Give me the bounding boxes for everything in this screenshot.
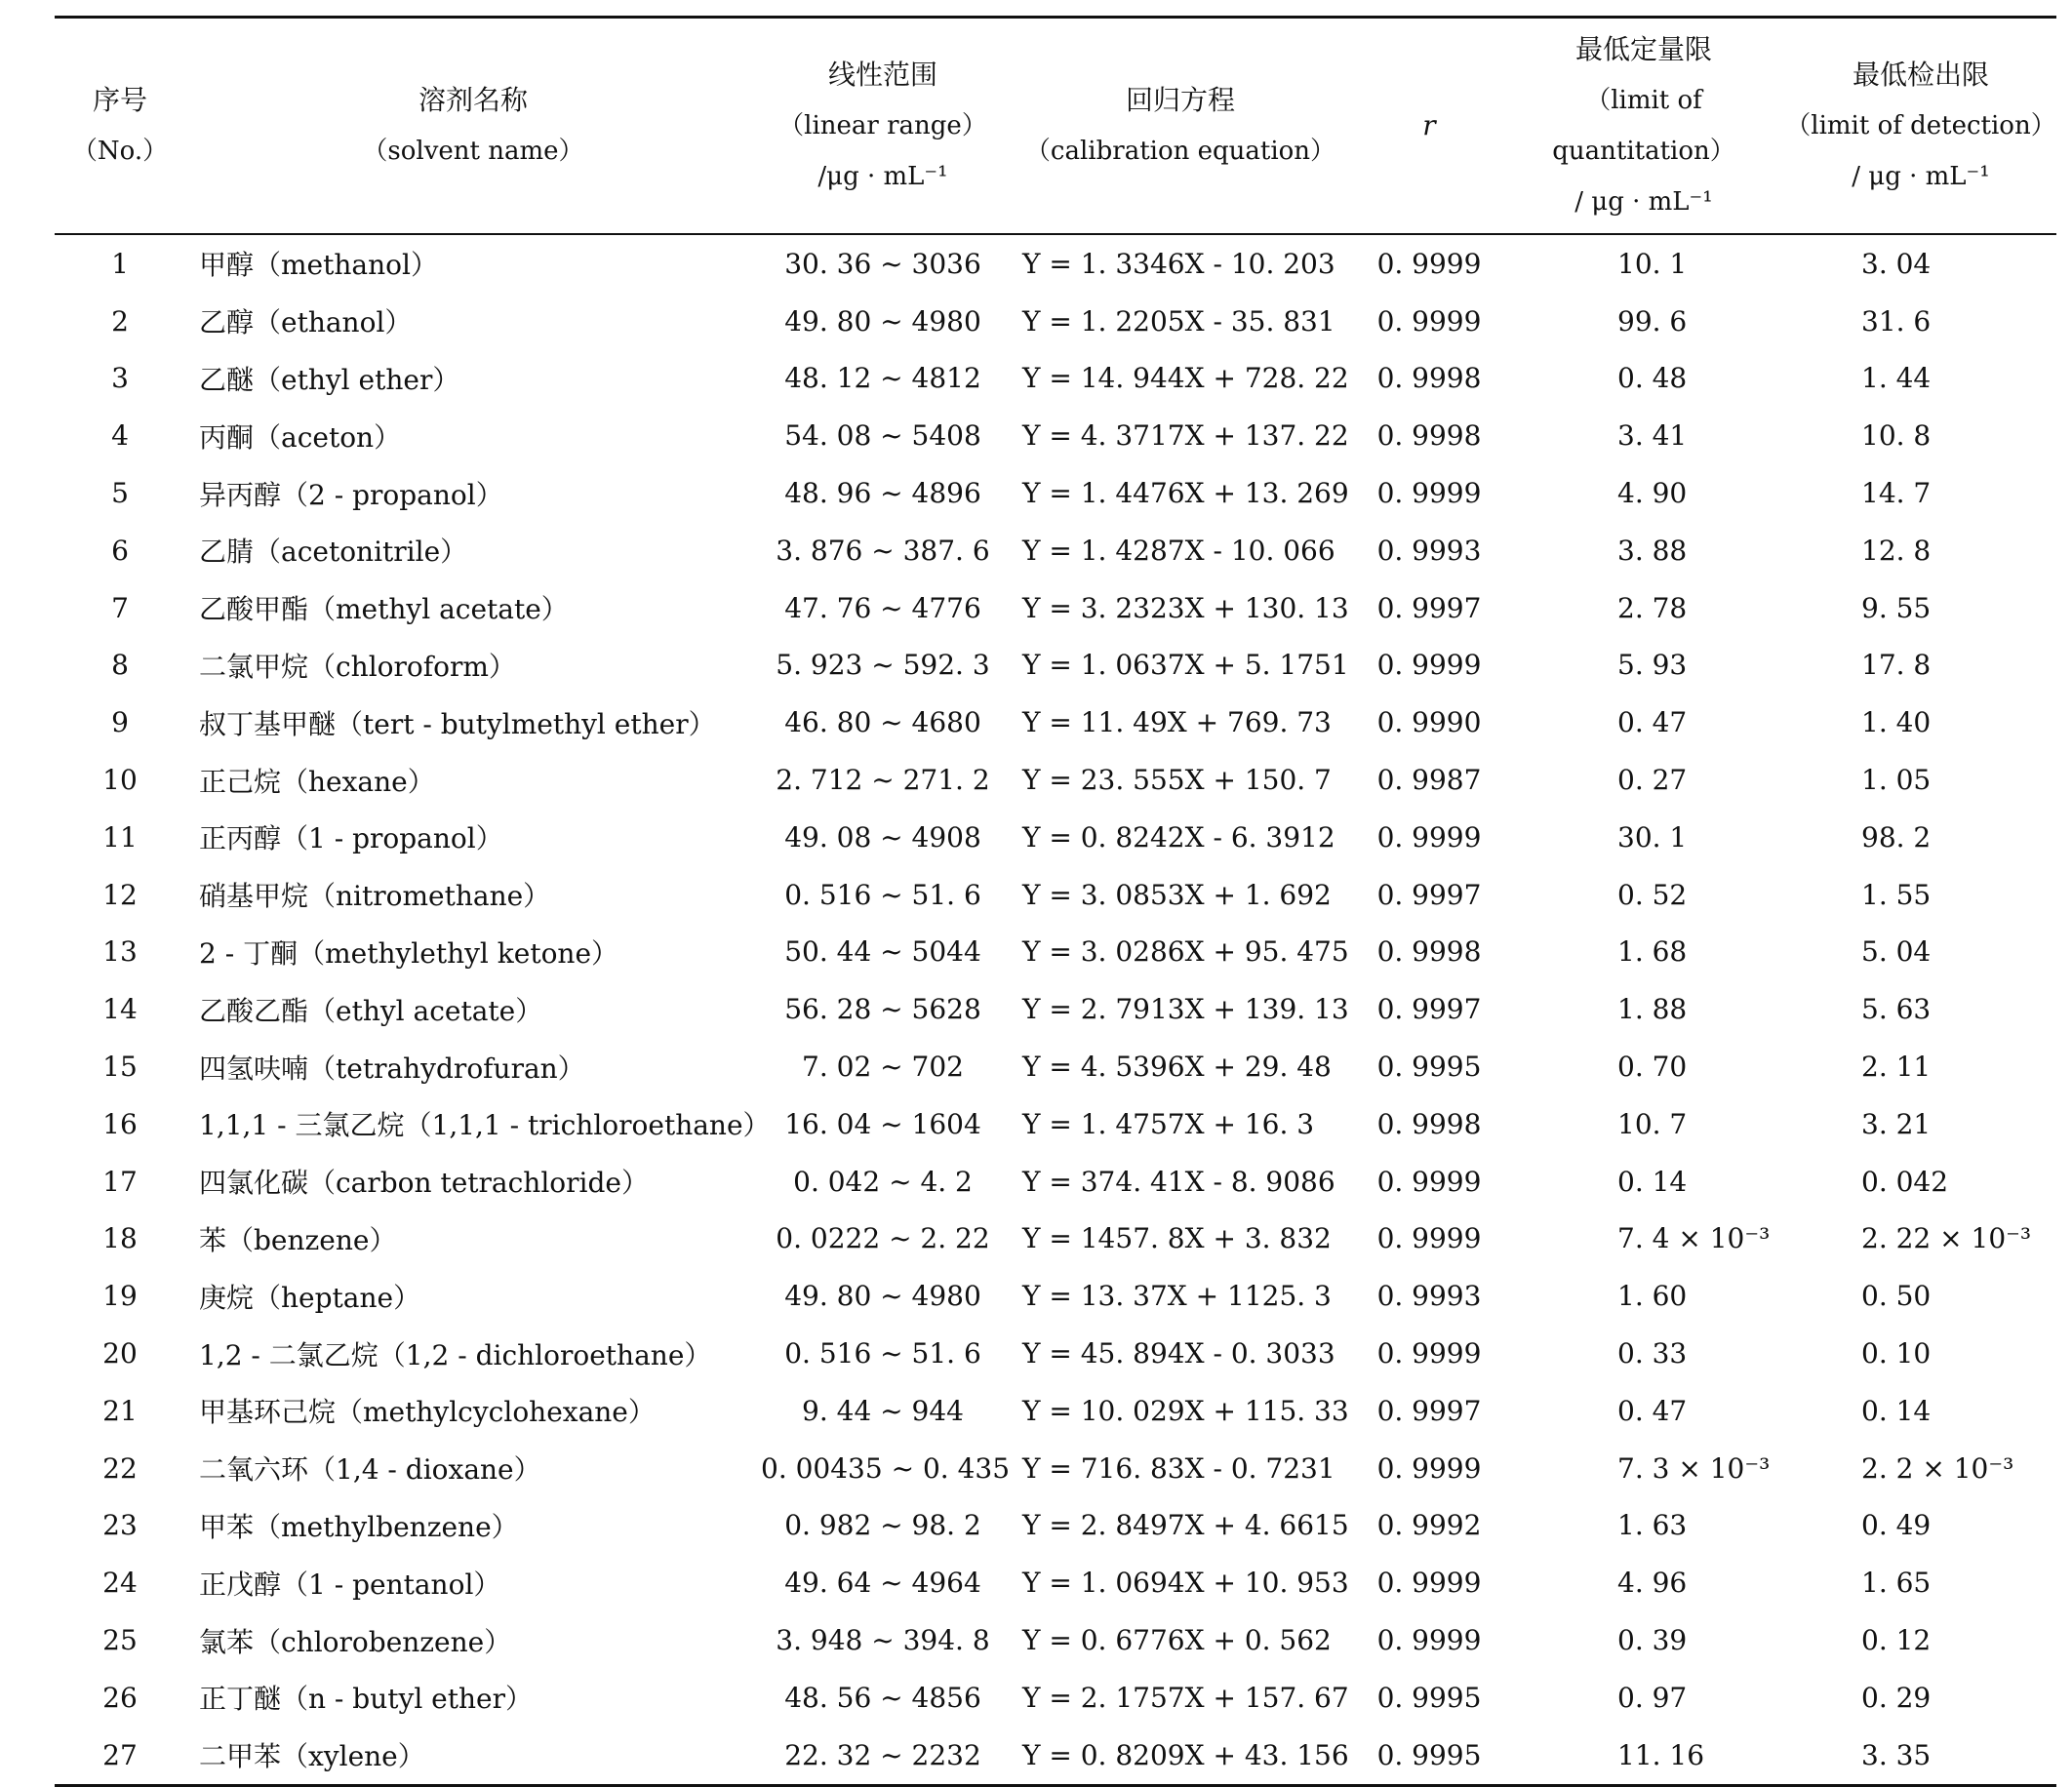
cell-no: 27 xyxy=(55,1727,185,1785)
cell-r-value: 0. 9999 xyxy=(1376,1624,1482,1657)
cell-lod: 17. 8 xyxy=(1861,649,1932,682)
cell-no: 25 xyxy=(102,1624,138,1657)
cell-loq: 3. 41 xyxy=(1617,419,1688,453)
cell-loq: 4. 96 xyxy=(1617,1567,1688,1600)
cell-no: 22 xyxy=(102,1451,138,1485)
cell-lod: 5. 04 xyxy=(1861,935,1932,969)
cell-calibration-equation: Y = 14. 944X + 728. 22 xyxy=(1022,362,1349,395)
cell-calibration-equation: Y = 1. 4757X + 16. 3 xyxy=(1022,1107,1315,1140)
table-row xyxy=(55,1669,2056,1727)
cell-calibration-equation: Y = 1. 0637X + 5. 1751 xyxy=(1022,649,1349,682)
table-row xyxy=(55,1727,2056,1785)
cell-no: 24 xyxy=(102,1567,138,1600)
cell-linear-range: 7. 02 ~ 702 xyxy=(802,1051,964,1084)
cell-no: 12 xyxy=(102,878,138,911)
cell-no: 20 xyxy=(102,1337,138,1370)
cell-solvent-name: 二氧六环（1,4 - dioxane） xyxy=(199,1453,541,1487)
cell-r-value: 0. 9995 xyxy=(1376,1681,1482,1714)
cell-r-value: 0. 9995 xyxy=(1356,1727,1502,1785)
cell-r-value: 0. 9999 xyxy=(1376,1337,1482,1370)
table-row xyxy=(55,980,2056,1038)
cell-linear-range: 50. 44 ~ 5044 xyxy=(784,935,981,969)
cell-calibration-equation: Y = 2. 7913X + 139. 13 xyxy=(1022,993,1349,1026)
cell-lod: 0. 14 xyxy=(1861,1394,1932,1427)
cell-calibration-equation: Y = 1. 0694X + 10. 953 xyxy=(1022,1567,1349,1600)
table-row xyxy=(55,464,2056,522)
header-loq-unit: / μg · mL⁻¹ xyxy=(1574,187,1713,217)
cell-no: 3 xyxy=(111,362,129,395)
cell-calibration-equation: Y = 3. 0853X + 1. 692 xyxy=(1022,878,1332,911)
cell-calibration-equation: Y = 1. 2205X - 35. 831 xyxy=(1022,304,1335,338)
cell-no: 18 xyxy=(102,1222,138,1255)
cell-linear-range: 0. 0222 ~ 2. 22 xyxy=(776,1222,990,1255)
table-row xyxy=(55,1440,2056,1497)
cell-linear-range: 49. 80 ~ 4980 xyxy=(784,1280,981,1313)
table-row xyxy=(55,924,2056,981)
cell-loq: 0. 47 xyxy=(1617,1394,1688,1427)
cell-calibration-equation: Y = 4. 5396X + 29. 48 xyxy=(1022,1051,1332,1084)
cell-loq: 0. 27 xyxy=(1617,764,1688,797)
header-no xyxy=(55,18,185,235)
cell-solvent-name: 正丙醇（1 - propanol） xyxy=(199,822,503,855)
table-row xyxy=(55,1267,2056,1325)
cell-linear-range: 0. 516 ~ 51. 6 xyxy=(784,1337,981,1370)
cell-solvent-name: 苯（benzene） xyxy=(199,1223,397,1256)
header-no-en: （No.） xyxy=(71,137,169,166)
cell-calibration-equation: Y = 23. 555X + 150. 7 xyxy=(1022,764,1332,797)
cell-r-value: 0. 9993 xyxy=(1376,534,1482,567)
cell-lod: 1. 44 xyxy=(1861,362,1932,395)
cell-solvent-name: 乙醇（ethanol） xyxy=(199,306,413,339)
header-lod-zh: 最低检出限 xyxy=(1852,59,1989,91)
cell-solvent-name: 2 - 丁酮（methylethyl ketone） xyxy=(199,936,619,970)
cell-linear-range: 47. 76 ~ 4776 xyxy=(784,591,981,624)
cell-solvent-name: 正丁醚（n - butyl ether） xyxy=(199,1683,533,1716)
header-equation-en: （calibration equation） xyxy=(1024,137,1336,166)
table-container xyxy=(55,16,2056,1787)
cell-no: 11 xyxy=(102,820,138,854)
cell-loq: 4. 90 xyxy=(1617,477,1688,510)
cell-lod: 9. 55 xyxy=(1861,591,1932,624)
header-r-label: r xyxy=(1422,109,1436,141)
table-row xyxy=(55,407,2056,464)
cell-r-value: 0. 9995 xyxy=(1376,1051,1482,1084)
cell-loq: 7. 3 × 10⁻³ xyxy=(1617,1451,1771,1485)
cell-solvent-name: 二甲苯（xylene） xyxy=(185,1727,761,1785)
table-row xyxy=(55,866,2056,924)
cell-r-value: 0. 9997 xyxy=(1376,878,1482,911)
cell-no: 6 xyxy=(111,534,129,567)
cell-calibration-equation: Y = 13. 37X + 1125. 3 xyxy=(1022,1280,1332,1313)
cell-no: 1 xyxy=(111,247,129,280)
table-row xyxy=(55,579,2056,637)
table-row xyxy=(55,751,2056,809)
cell-linear-range: 3. 876 ~ 387. 6 xyxy=(776,534,990,567)
cell-solvent-name: 正己烷（hexane） xyxy=(199,765,435,798)
cell-no: 23 xyxy=(102,1509,138,1542)
cell-loq: 1. 88 xyxy=(1617,993,1688,1026)
cell-loq: 0. 97 xyxy=(1617,1681,1688,1714)
cell-no: 10 xyxy=(102,764,138,797)
cell-calibration-equation: Y = 1457. 8X + 3. 832 xyxy=(1022,1222,1332,1255)
cell-calibration-equation: Y = 10. 029X + 115. 33 xyxy=(1022,1394,1349,1427)
cell-calibration-equation: Y = 2. 8497X + 4. 6615 xyxy=(1022,1509,1349,1542)
header-lod-unit: / μg · mL⁻¹ xyxy=(1852,162,1990,191)
cell-calibration-equation: Y = 11. 49X + 769. 73 xyxy=(1022,706,1332,739)
table-row xyxy=(55,1611,2056,1669)
cell-r-value: 0. 9999 xyxy=(1376,477,1482,510)
cell-linear-range: 48. 12 ~ 4812 xyxy=(784,362,981,395)
cell-no: 26 xyxy=(102,1681,138,1714)
cell-solvent-name: 丙酮（aceton） xyxy=(199,420,402,454)
cell-calibration-equation: Y = 1. 3346X - 10. 203 xyxy=(1022,247,1335,280)
cell-lod: 2. 22 × 10⁻³ xyxy=(1861,1222,2032,1255)
cell-linear-range: 0. 042 ~ 4. 2 xyxy=(793,1165,973,1198)
header-solvent-zh: 溶剂名称 xyxy=(418,84,528,116)
cell-lod: 12. 8 xyxy=(1861,534,1932,567)
header-loq-en: （limit of quantitation） xyxy=(1552,86,1735,166)
cell-solvent-name: 氯苯（chlorobenzene） xyxy=(199,1625,512,1658)
cell-lod: 3. 35 xyxy=(1785,1727,2056,1785)
header-lod xyxy=(1785,18,2056,235)
table-row xyxy=(55,637,2056,695)
cell-lod: 0. 29 xyxy=(1861,1681,1932,1714)
cell-loq: 1. 60 xyxy=(1617,1280,1688,1313)
cell-no: 5 xyxy=(111,477,129,510)
cell-loq: 10. 1 xyxy=(1617,247,1688,280)
cell-loq: 0. 39 xyxy=(1617,1624,1688,1657)
cell-linear-range: 9. 44 ~ 944 xyxy=(802,1394,964,1427)
table-body xyxy=(55,234,2056,1785)
cell-no: 9 xyxy=(111,706,129,739)
header-no-zh: 序号 xyxy=(92,84,147,116)
cell-lod: 1. 40 xyxy=(1861,706,1932,739)
cell-solvent-name: 甲基环己烷（methylcyclohexane） xyxy=(199,1396,656,1429)
cell-lod: 0. 10 xyxy=(1861,1337,1932,1370)
header-solvent-en: （solvent name） xyxy=(362,137,584,166)
cell-r-value: 0. 9998 xyxy=(1376,419,1482,453)
cell-r-value: 0. 9999 xyxy=(1376,1222,1482,1255)
cell-lod: 2. 11 xyxy=(1861,1051,1932,1084)
cell-r-value: 0. 9999 xyxy=(1376,247,1482,280)
header-solvent xyxy=(185,18,761,235)
cell-solvent-name: 乙醚（ethyl ether） xyxy=(199,363,460,396)
cell-lod: 3. 21 xyxy=(1861,1107,1932,1140)
table-row xyxy=(55,234,2056,293)
cell-loq: 10. 7 xyxy=(1617,1107,1688,1140)
cell-solvent-name: 叔丁基甲醚（tert - butylmethyl ether） xyxy=(199,707,716,740)
cell-r-value: 0. 9998 xyxy=(1376,1107,1482,1140)
cell-calibration-equation: Y = 4. 3717X + 137. 22 xyxy=(1022,419,1349,453)
cell-no: 7 xyxy=(111,591,129,624)
header-range-en: （linear range） xyxy=(778,111,987,140)
cell-linear-range: 48. 96 ~ 4896 xyxy=(784,477,981,510)
cell-solvent-name: 异丙醇（2 - propanol） xyxy=(199,478,503,511)
cell-calibration-equation: Y = 3. 2323X + 130. 13 xyxy=(1022,591,1349,624)
cell-no: 19 xyxy=(102,1280,138,1313)
cell-loq: 0. 70 xyxy=(1617,1051,1688,1084)
header-equation xyxy=(1005,18,1356,235)
table-row xyxy=(55,1038,2056,1095)
cell-lod: 5. 63 xyxy=(1861,993,1932,1026)
table-row xyxy=(55,522,2056,579)
table-row xyxy=(55,1554,2056,1611)
table-row xyxy=(55,350,2056,408)
cell-lod: 1. 55 xyxy=(1861,878,1932,911)
cell-linear-range: 2. 712 ~ 271. 2 xyxy=(776,764,990,797)
table-row xyxy=(55,1211,2056,1268)
cell-loq: 0. 47 xyxy=(1617,706,1688,739)
cell-r-value: 0. 9997 xyxy=(1376,993,1482,1026)
cell-loq: 3. 88 xyxy=(1617,534,1688,567)
cell-linear-range: 0. 516 ~ 51. 6 xyxy=(784,878,981,911)
table-row xyxy=(55,1095,2056,1153)
cell-r-value: 0. 9999 xyxy=(1376,649,1482,682)
cell-loq: 2. 78 xyxy=(1617,591,1688,624)
cell-lod: 0. 12 xyxy=(1861,1624,1932,1657)
cell-loq: 0. 33 xyxy=(1617,1337,1688,1370)
cell-solvent-name: 二氯甲烷（chloroform） xyxy=(199,650,516,683)
cell-r-value: 0. 9987 xyxy=(1376,764,1482,797)
cell-linear-range: 48. 56 ~ 4856 xyxy=(784,1681,981,1714)
cell-loq: 1. 63 xyxy=(1617,1509,1688,1542)
cell-solvent-name: 乙酸甲酯（methyl acetate） xyxy=(199,593,569,626)
cell-no: 17 xyxy=(102,1165,138,1198)
cell-linear-range: 49. 80 ~ 4980 xyxy=(784,304,981,338)
cell-no: 14 xyxy=(102,993,138,1026)
cell-r-value: 0. 9999 xyxy=(1376,1451,1482,1485)
cell-calibration-equation: Y = 2. 1757X + 157. 67 xyxy=(1022,1681,1349,1714)
cell-r-value: 0. 9997 xyxy=(1376,591,1482,624)
cell-linear-range: 30. 36 ~ 3036 xyxy=(784,247,981,280)
cell-calibration-equation: Y = 0. 8242X - 6. 3912 xyxy=(1022,820,1335,854)
table-row xyxy=(55,694,2056,751)
cell-loq: 7. 4 × 10⁻³ xyxy=(1617,1222,1771,1255)
cell-lod: 1. 65 xyxy=(1861,1567,1932,1600)
header-lod-en: （limit of detection） xyxy=(1785,111,2056,140)
cell-lod: 3. 04 xyxy=(1861,247,1932,280)
cell-solvent-name: 四氢呋喃（tetrahydrofuran） xyxy=(199,1052,585,1085)
cell-solvent-name: 1,1,1 - 三氯乙烷（1,1,1 - trichloroethane） xyxy=(199,1109,771,1142)
cell-no: 4 xyxy=(111,419,129,453)
header-loq xyxy=(1502,18,1785,235)
cell-r-value: 0. 9999 xyxy=(1376,1567,1482,1600)
header-loq-zh: 最低定量限 xyxy=(1574,33,1712,65)
cell-loq: 5. 93 xyxy=(1617,649,1688,682)
table-row xyxy=(55,1382,2056,1440)
cell-solvent-name: 硝基甲烷（nitromethane） xyxy=(199,880,551,913)
header-range xyxy=(761,18,1005,235)
cell-linear-range: 49. 64 ~ 4964 xyxy=(784,1567,981,1600)
cell-r-value: 0. 9999 xyxy=(1376,304,1482,338)
cell-solvent-name: 正戊醇（1 - pentanol） xyxy=(199,1568,501,1601)
cell-calibration-equation: Y = 374. 41X - 8. 9086 xyxy=(1022,1165,1335,1198)
cell-no: 2 xyxy=(111,304,129,338)
table-row xyxy=(55,809,2056,866)
cell-loq: 0. 48 xyxy=(1617,362,1688,395)
table-row xyxy=(55,1497,2056,1555)
cell-linear-range: 22. 32 ~ 2232 xyxy=(761,1727,1005,1785)
cell-r-value: 0. 9997 xyxy=(1376,1394,1482,1427)
header-r xyxy=(1356,18,1502,235)
cell-solvent-name: 甲醇（methanol） xyxy=(199,249,438,282)
cell-r-value: 0. 9998 xyxy=(1376,935,1482,969)
cell-lod: 14. 7 xyxy=(1861,477,1932,510)
cell-lod: 10. 8 xyxy=(1861,419,1932,453)
cell-no: 16 xyxy=(102,1107,138,1140)
cell-r-value: 0. 9992 xyxy=(1376,1509,1482,1542)
cell-calibration-equation: Y = 1. 4287X - 10. 066 xyxy=(1022,534,1335,567)
cell-lod: 1. 05 xyxy=(1861,764,1932,797)
cell-calibration-equation: Y = 3. 0286X + 95. 475 xyxy=(1022,935,1349,969)
cell-loq: 11. 16 xyxy=(1502,1727,1785,1785)
cell-solvent-name: 1,2 - 二氯乙烷（1,2 - dichloroethane） xyxy=(199,1338,712,1371)
cell-no: 8 xyxy=(111,649,129,682)
cell-r-value: 0. 9990 xyxy=(1376,706,1482,739)
cell-loq: 1. 68 xyxy=(1617,935,1688,969)
cell-linear-range: 0. 982 ~ 98. 2 xyxy=(784,1509,981,1542)
cell-lod: 0. 49 xyxy=(1861,1509,1932,1542)
cell-linear-range: 46. 80 ~ 4680 xyxy=(784,706,981,739)
cell-loq: 99. 6 xyxy=(1617,304,1688,338)
header-range-unit: /μg · mL⁻¹ xyxy=(817,162,948,191)
cell-loq: 0. 14 xyxy=(1617,1165,1688,1198)
cell-solvent-name: 庚烷（heptane） xyxy=(199,1281,421,1314)
table-row xyxy=(55,1153,2056,1211)
cell-calibration-equation: Y = 45. 894X - 0. 3033 xyxy=(1022,1337,1335,1370)
cell-calibration-equation: Y = 0. 8209X + 43. 156 xyxy=(1005,1727,1356,1785)
cell-lod: 98. 2 xyxy=(1861,820,1932,854)
cell-linear-range: 0. 00435 ~ 0. 435 xyxy=(761,1451,1011,1485)
table-row xyxy=(55,1325,2056,1382)
cell-solvent-name: 乙酸乙酯（ethyl acetate） xyxy=(199,994,543,1027)
cell-loq: 0. 52 xyxy=(1617,878,1688,911)
cell-solvent-name: 乙腈（acetonitrile） xyxy=(199,536,468,569)
cell-no: 13 xyxy=(102,935,138,969)
cell-lod: 31. 6 xyxy=(1861,304,1932,338)
cell-solvent-name: 甲苯（methylbenzene） xyxy=(199,1510,519,1543)
cell-no: 15 xyxy=(102,1051,138,1084)
solvent-calibration-table xyxy=(55,16,2056,1787)
header-equation-zh: 回归方程 xyxy=(1125,84,1235,116)
cell-linear-range: 49. 08 ~ 4908 xyxy=(784,820,981,854)
cell-linear-range: 3. 948 ~ 394. 8 xyxy=(776,1624,990,1657)
cell-calibration-equation: Y = 1. 4476X + 13. 269 xyxy=(1022,477,1349,510)
cell-lod: 0. 042 xyxy=(1861,1165,1949,1198)
cell-r-value: 0. 9999 xyxy=(1376,820,1482,854)
cell-solvent-name: 四氯化碳（carbon tetrachloride） xyxy=(199,1167,649,1200)
cell-linear-range: 5. 923 ~ 592. 3 xyxy=(776,649,990,682)
cell-linear-range: 54. 08 ~ 5408 xyxy=(784,419,981,453)
cell-lod: 2. 2 × 10⁻³ xyxy=(1861,1451,2014,1485)
cell-no: 21 xyxy=(102,1394,138,1427)
cell-r-value: 0. 9999 xyxy=(1376,1165,1482,1198)
header-range-zh: 线性范围 xyxy=(827,59,937,91)
cell-r-value: 0. 9998 xyxy=(1376,362,1482,395)
cell-linear-range: 56. 28 ~ 5628 xyxy=(784,993,981,1026)
cell-calibration-equation: Y = 716. 83X - 0. 7231 xyxy=(1022,1451,1335,1485)
cell-r-value: 0. 9993 xyxy=(1376,1280,1482,1313)
cell-lod: 0. 50 xyxy=(1861,1280,1932,1313)
table-header xyxy=(55,18,2056,235)
cell-loq: 30. 1 xyxy=(1617,820,1688,854)
table-row xyxy=(55,293,2056,350)
cell-calibration-equation: Y = 0. 6776X + 0. 562 xyxy=(1022,1624,1332,1657)
cell-linear-range: 16. 04 ~ 1604 xyxy=(784,1107,981,1140)
